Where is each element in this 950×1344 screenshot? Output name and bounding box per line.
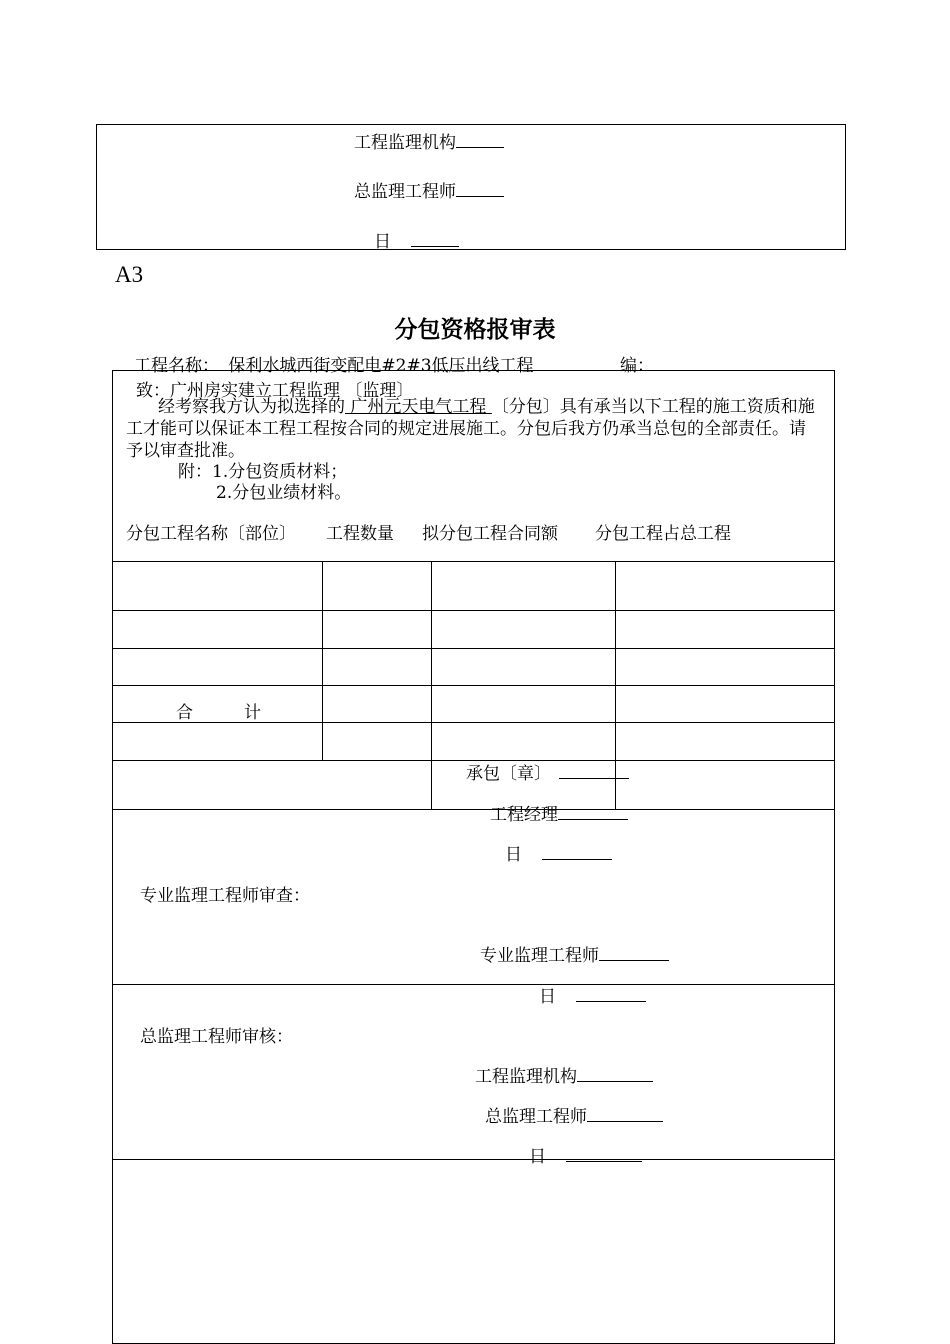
total-label: 合 计 xyxy=(176,703,261,723)
top-chief-label: 总监理工程师 xyxy=(354,182,456,202)
form-title: 分包资格报审表 xyxy=(394,316,556,343)
letter-body-rest: 〔分包〕具有承当以下工程的施工资质和施工才能可以保证本工程工程按合同的规定进展施工。分包后我方仍承当总包的全部责任。请予以审查批准。 xyxy=(126,397,815,461)
chief-org-line xyxy=(475,1062,653,1087)
contractor-date-blank[interactable] xyxy=(542,845,612,860)
to-line: 致：广州房实建立工程监理 〔监理〕 xyxy=(136,381,414,401)
specialist-sign-label: 专业监理工程师 xyxy=(480,946,599,966)
top-chief-line xyxy=(354,177,504,202)
subcontractor-name: 广州元天电气工程 xyxy=(345,397,492,417)
chief-sign-line xyxy=(485,1102,663,1127)
attachment-2: 2.分包业绩材料。 xyxy=(216,483,352,503)
number-label: 编： xyxy=(620,356,654,376)
top-org-line xyxy=(354,128,504,153)
grid-line xyxy=(322,561,323,760)
main-form-frame xyxy=(112,370,835,1344)
top-date-label: 日 xyxy=(374,232,391,252)
chief-date-line xyxy=(529,1142,642,1167)
col-header-amount: 拟分包工程合同额 xyxy=(422,524,558,544)
chief-date-blank[interactable] xyxy=(566,1147,642,1162)
specialist-date-blank[interactable] xyxy=(576,987,646,1002)
contractor-manager-label: 工程经理 xyxy=(490,805,558,825)
chief-sign-label: 总监理工程师 xyxy=(485,1107,587,1127)
letter-body-prefix: 经考察我方认为拟选择的 xyxy=(158,397,345,417)
chief-org-label: 工程监理机构 xyxy=(475,1067,577,1087)
contractor-manager-line xyxy=(490,800,628,825)
col-header-name: 分包工程名称〔部位〕 xyxy=(126,524,296,544)
specialist-date-line xyxy=(539,982,646,1007)
top-org-blank[interactable] xyxy=(456,133,504,148)
grid-line xyxy=(112,1159,835,1160)
grid-line xyxy=(112,685,835,686)
section-code: A3 xyxy=(115,262,144,287)
contractor-manager-blank[interactable] xyxy=(558,805,628,820)
contractor-date-label: 日 xyxy=(505,845,522,865)
grid-line xyxy=(112,610,835,611)
contractor-seal-label: 承包〔章〕 xyxy=(466,764,551,784)
contractor-seal-line xyxy=(466,759,629,784)
grid-line xyxy=(112,648,835,649)
grid-line xyxy=(112,984,835,985)
chief-sign-blank[interactable] xyxy=(587,1107,663,1122)
grid-line xyxy=(112,809,835,810)
grid-line xyxy=(431,561,432,809)
specialist-sign-line xyxy=(480,941,669,966)
top-org-label: 工程监理机构 xyxy=(354,133,456,153)
specialist-sign-blank[interactable] xyxy=(599,946,669,961)
col-header-ratio: 分包工程占总工程 xyxy=(595,524,731,544)
chief-org-blank[interactable] xyxy=(577,1067,653,1082)
top-date-blank[interactable] xyxy=(411,232,459,247)
top-chief-blank[interactable] xyxy=(456,182,504,197)
chief-date-label: 日 xyxy=(529,1147,546,1167)
project-label: 工程名称： xyxy=(134,356,219,376)
col-header-quantity: 工程数量 xyxy=(326,524,394,544)
attachment-1: 附：1.分包资质材料； xyxy=(178,462,348,482)
chief-review-label: 总监理工程师审核： xyxy=(140,1027,293,1047)
letter-body xyxy=(126,396,822,462)
contractor-seal-blank[interactable] xyxy=(559,764,629,779)
grid-line xyxy=(112,561,835,562)
top-date-line xyxy=(374,227,459,252)
project-name: 保利水城西街变配电#2#3低压出线工程 xyxy=(228,356,534,376)
contractor-date-line xyxy=(505,840,612,865)
specialist-date-label: 日 xyxy=(539,987,556,1007)
specialist-review-label: 专业监理工程师审查： xyxy=(140,886,310,906)
